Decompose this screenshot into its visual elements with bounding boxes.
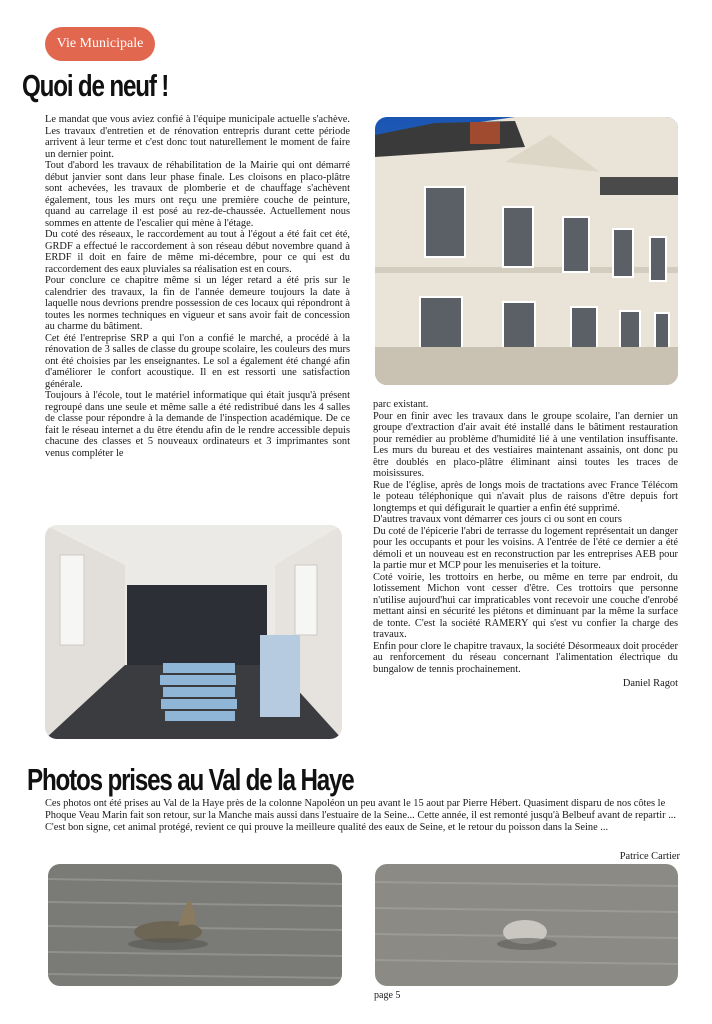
paragraph: Tout d'abord les travaux de réhabilitation de la Mairie qui ont démarré début janvier sont dans leur phase finale. Les cloisons en placo-plâtre sont achevées, les travaux de plomberie et de chauffage s'achèvent également, tous les murs ont reçu une première couche de peinture, quand au carrelage il est posé au rez-de-chaussée. Actuellement nous sommes en attente de l'escalier qui mène à l'étage. (45, 160, 350, 229)
article-signature: Patrice Cartier (619, 851, 680, 862)
paragraph: Du coté de l'épicerie l'abri de terrasse du logement représentait un danger pour les occupants et pour les voisins. A l'entrée de l'été ce dernier a été démoli et un nouveau est en reconstruction par les entreprises AEB pour la partie mur et MCP pour les menuiseries et la toiture. (373, 525, 678, 571)
paragraph: Rue de l'église, après de longs mois de tractations avec France Télécom le poteau téléphonique qui n'avait plus de raisons d'être depuis fort longtemps et qui défigurait le quartier a enfin été supprimé. (373, 479, 678, 514)
paragraph: Enfin pour clore le chapitre travaux, la société Désormeaux doit procéder au renforcement du réseau concernant l'alimentation électrique du bungalow de tennis prochainement. (373, 640, 678, 675)
seal-photo (48, 864, 342, 986)
section-badge-label: Vie Municipale (56, 36, 144, 51)
paragraph: Pour conclure ce chapitre même si un léger retard a été pris sur le calendrier des travaux, la fin de l'année demeure toujours la date à laquelle nous devrions prendre possession de ces locaux qui répondront à toutes les normes techniques en vigueur et sans avoir fait de concession au charme du bâtiment. (45, 275, 350, 332)
paragraph: Pour en finir avec les travaux dans le groupe scolaire, l'an dernier un groupe d'extraction d'air avait été installé dans le bâtiment restauration pour remédier au problème d'humidité lié à une ventilation insuffisante. Les murs du bureau et des vestiaires maintenant assainis, ont donc pu être doublés en placo-plâtre éliminant ainsi toutes les traces de moisissures. (373, 410, 678, 479)
seal-photo (375, 864, 678, 986)
article-signature: Daniel Ragot (622, 678, 678, 689)
paragraph: Du coté des réseaux, le raccordement au tout à l'égout a été fait cet été, GRDF a effectué le raccordement à son réseau début novembre quand à ERDF il doit en faire de même mi-décembre, pour ce qui est du raccordement des eaux pluviales sa réalisation est en cours. (45, 229, 350, 275)
classroom-photo (45, 525, 342, 739)
paragraph: parc existant. (373, 399, 429, 410)
article-left-column (45, 114, 350, 459)
paragraph: Toujours à l'école, tout le matériel informatique qui était jusqu'à présent regroupé dans une seule et même salle a été redistribué dans les 4 salles de classe pour répondre à la demande de l'inspection académique. De ce fait le réseau internet a du être étendu afin de le rendre accessible depuis chacune des classes et 5 nouveaux ordinateurs et 3 imprimantes sont venus compléter le (45, 390, 350, 459)
paragraph: Le mandat que vous aviez confié à l'équipe municipale actuelle s'achève. Les travaux d'entretien et de rénovation entrepris durant cette période arrivent à leur terme et c'est donc tout naturellement le moment de faire un dernier point. (45, 114, 350, 160)
page-number: page 5 (374, 990, 401, 1001)
article-intro: Ces photos ont été prises au Val de la Haye près de la colonne Napoléon un peu avant le 15 aout par Pierre Hébert. Quasiment disparu de nos côtes le Phoque Veau Marin fait son retour, sur la Manche mais aussi dans l'estuaire de la Seine... Cette année, il est remonté jusqu'à Belbeuf avant de repartir ... C'est bon signe, cet animal protégé, revient ce qui prouve la meilleure qualité des eaux de Seine, et le retour du poisson dans la Seine ... (45, 798, 677, 833)
paragraph: D'autres travaux vont démarrer ces jours ci ou sont en cours (373, 514, 622, 525)
article-title: Quoi de neuf ! (22, 68, 169, 103)
town-hall-photo (375, 117, 678, 385)
article-right-column (373, 399, 678, 690)
section-badge (45, 27, 155, 61)
paragraph: Coté voirie, les trottoirs en herbe, ou même en terre par endroit, du lotissement Michon vont cesser d'être. Ces trottoirs que personne n'utilise aujourd'hui car impraticables vont recevoir une couche d'enrobé mettant ainsi en sécurité les piétons et diminuant par la même la surface de tonte. C'est la société RAMERY qui s'est vu confier la charge des travaux. (373, 571, 678, 640)
paragraph: Cet été l'entreprise SRP a qui l'on a confié le marché, a procédé à la rénovation de 3 salles de classe du groupe scolaire, les couleurs des murs ont été choisies par les enseignantes. Le sol a également été changé afin d'améliorer le confort acoustique. Il en est ressorti une satisfaction générale. (45, 332, 350, 390)
article-title: Photos prises au Val de la Haye (27, 762, 354, 797)
